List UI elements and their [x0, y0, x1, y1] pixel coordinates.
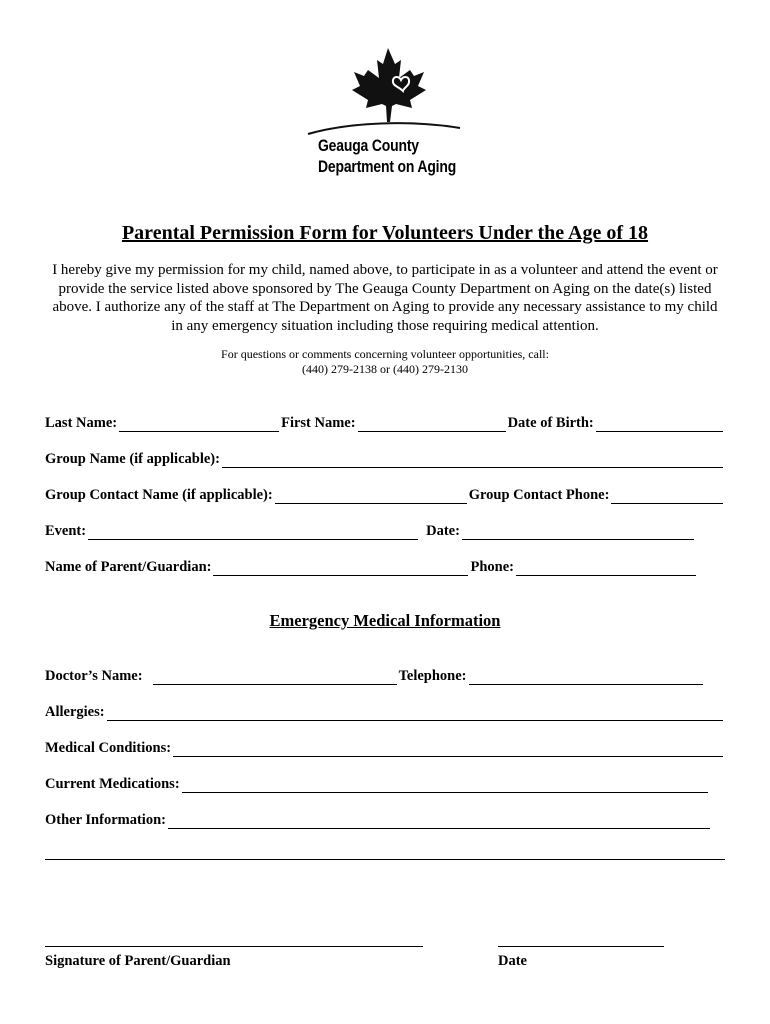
contact-info — [0, 347, 770, 377]
intro-line: above. I authorize any of the staff at The Department on Aging to provide any necessary assistance to my child — [52, 299, 718, 315]
telephone-field[interactable] — [469, 670, 703, 685]
form-title: Parental Permission Form for Volunteers Under the Age of 18 — [121, 222, 649, 244]
logo — [300, 44, 470, 184]
medical-section-heading: Emergency Medical Information — [269, 611, 501, 630]
other-info-label: Other Information: — [45, 812, 166, 828]
event-row — [45, 520, 725, 540]
phone-label: Phone: — [470, 559, 514, 575]
parent-name-field[interactable] — [213, 561, 468, 576]
conditions-label: Medical Conditions: — [45, 740, 172, 756]
signature-date-label: Date — [498, 953, 527, 969]
medications-label: Current Medications: — [45, 776, 180, 792]
date-label: Date: — [426, 523, 460, 539]
group-name-label: Group Name (if applicable): — [45, 451, 220, 467]
other-info-extra-line[interactable] — [45, 859, 725, 860]
org-name-line1: Geauga County — [318, 136, 419, 155]
contact-phones: (440) 279-2138 or (440) 279-2130 — [302, 362, 468, 376]
group-contact-name-field[interactable] — [275, 489, 467, 504]
other-info-field[interactable] — [168, 814, 710, 829]
name-row — [45, 412, 725, 432]
conditions-field[interactable] — [173, 742, 723, 757]
allergies-row — [45, 701, 725, 721]
phone-field[interactable] — [516, 561, 696, 576]
first-name-label: First Name: — [281, 415, 356, 431]
parent-signature-line[interactable] — [45, 946, 423, 947]
event-label: Event: — [45, 523, 87, 539]
dob-field[interactable] — [596, 417, 723, 432]
doctor-name-field[interactable] — [153, 670, 397, 685]
other-info-row — [45, 809, 725, 829]
medications-field[interactable] — [182, 778, 708, 793]
maple-leaf-heart-icon — [300, 44, 470, 139]
group-contact-phone-field[interactable] — [611, 489, 723, 504]
parent-signature-label: Signature of Parent/Guardian — [45, 953, 231, 969]
allergies-field[interactable] — [107, 706, 723, 721]
doctor-name-label: Doctor’s Name: — [45, 668, 143, 684]
parent-row — [45, 556, 725, 576]
last-name-label: Last Name: — [45, 415, 118, 431]
intro-line: I hereby give my permission for my child, named above, to participate in as a volunteer and attend the event or — [52, 262, 718, 278]
group-contact-phone-label: Group Contact Phone: — [468, 487, 610, 503]
parent-name-label: Name of Parent/Guardian: — [45, 559, 212, 575]
intro-line: provide the service listed above sponsored by The Geauga County Department on Aging on the date(s) listed — [58, 280, 712, 297]
contact-text: For questions or comments concerning volunteer opportunities, call: — [221, 347, 549, 361]
intro-paragraph — [40, 261, 730, 335]
telephone-label: Telephone: — [398, 668, 467, 684]
group-contact-name-label: Group Contact Name (if applicable): — [45, 487, 273, 503]
intro-line: in any emergency situation including those requiring medical attention. — [171, 317, 599, 334]
date-field[interactable] — [462, 525, 694, 540]
doctor-row — [45, 665, 725, 685]
group-name-row — [45, 448, 725, 468]
first-name-field[interactable] — [358, 417, 506, 432]
signature-date-line[interactable] — [498, 946, 664, 947]
event-field[interactable] — [88, 525, 418, 540]
medications-row — [45, 773, 725, 793]
last-name-field[interactable] — [119, 417, 279, 432]
allergies-label: Allergies: — [45, 704, 105, 720]
group-name-field[interactable] — [222, 453, 723, 468]
group-contact-row — [45, 484, 725, 504]
org-name-line2: Department on Aging — [318, 157, 457, 176]
dob-label: Date of Birth: — [507, 415, 594, 431]
conditions-row — [45, 737, 725, 757]
